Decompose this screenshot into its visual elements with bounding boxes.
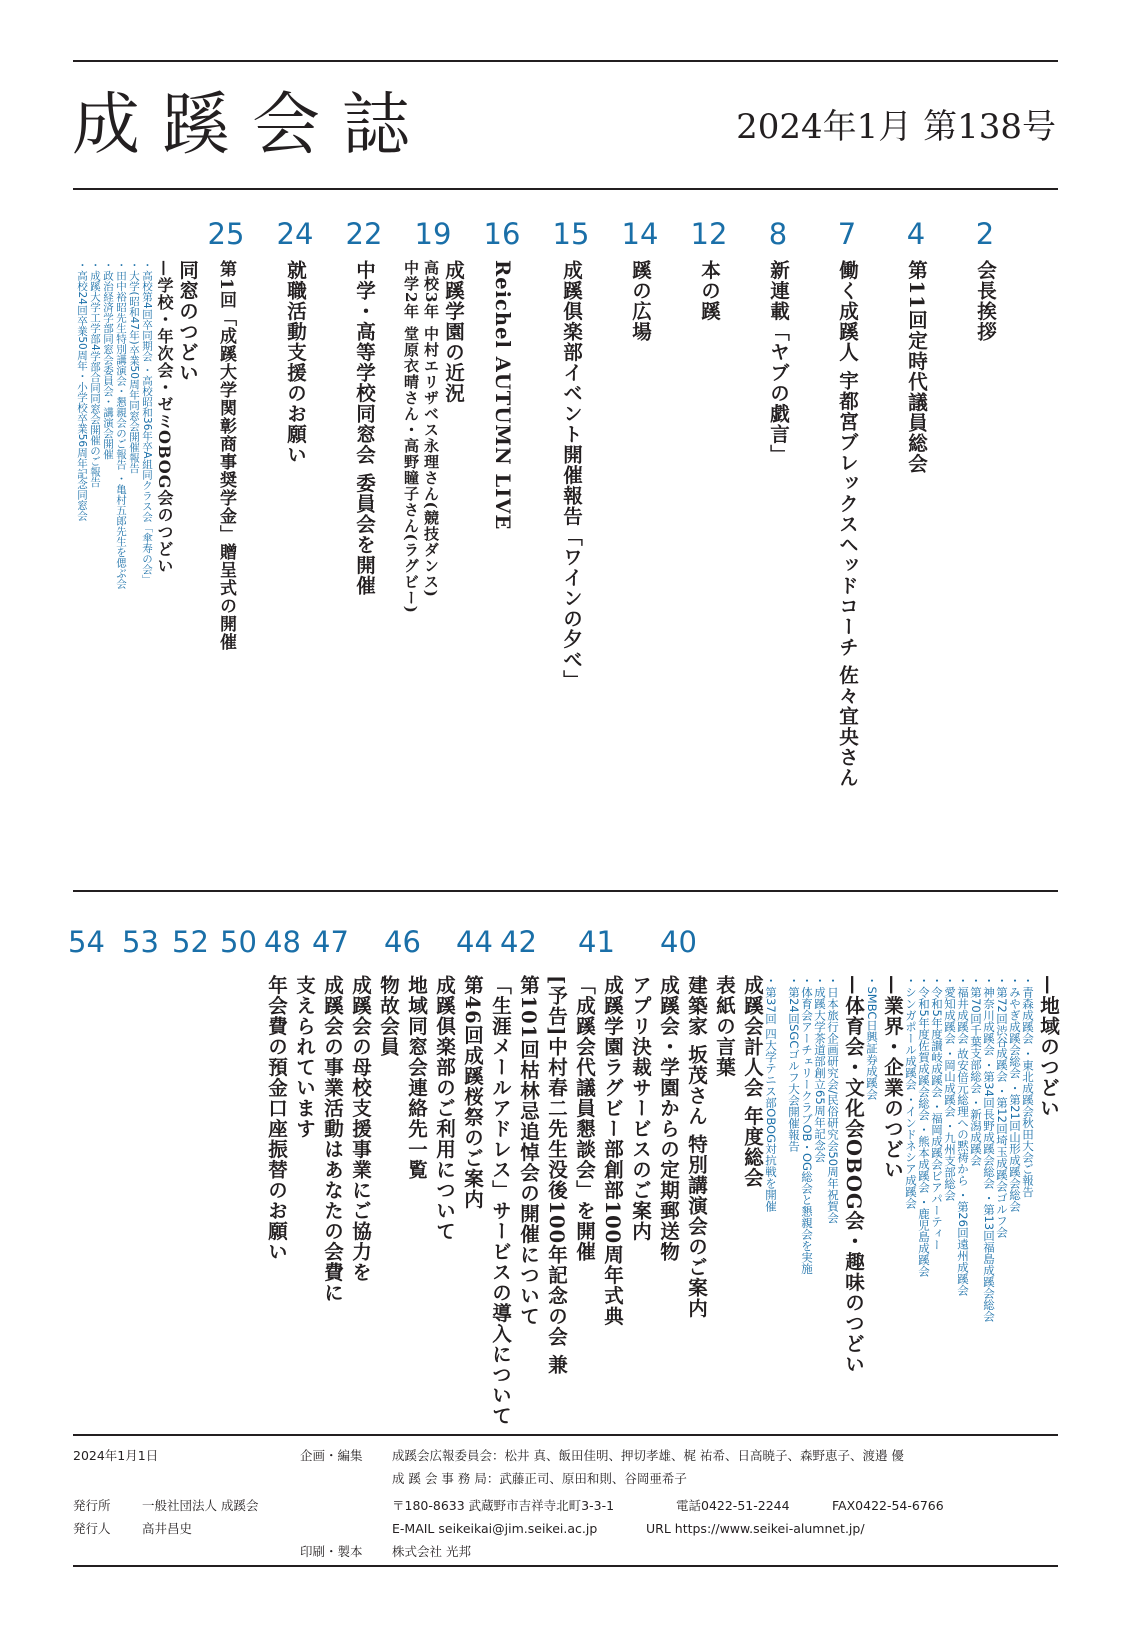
toc-item[interactable] [963,217,1007,870]
toc-note: ・第72回渋谷成蹊会 ・第12回埼玉成蹊会ゴルフ会 [995,975,1009,1238]
issuer-label: 発行人 [73,1521,111,1536]
toc-note: ・成蹊大学茶道部創立65周年記念会 [813,975,827,1163]
page-number: 16 [483,217,521,251]
page-number: 7 [837,217,857,251]
toc-title[interactable]: —業界・企業のつどい [881,975,904,1180]
toc-title[interactable]: 建築家 坂茂さん 特別講演会のご案内 [685,975,708,1319]
toc-note: ・第70回千葉支部総会 ・新潟成蹊会 [969,975,983,1166]
toc-note: ・神奈川成蹊会 ・第34回長野成蹊会総会 ・第13回福島成蹊会総会 [982,975,996,1323]
printing-label: 印刷・製本 [300,1544,363,1559]
toc-title[interactable]: 支えられています [293,975,316,1139]
toc-note: ・愛知成蹊会 ・岡山成蹊会 ・九州支部総会 [943,975,957,1201]
page-number: 50 [220,925,257,959]
toc-note: ・福井成蹊会 故安倍元総理への黙祷から ・第26回遠州成蹊会 [956,975,970,1296]
toc-title: Reichel AUTUMN LIVE [491,260,514,531]
toc-title: 会長挨拶 [974,260,997,342]
toc-title[interactable]: 第46回成蹊桜祭のご案内 [461,975,484,1210]
toc-item[interactable] [402,217,465,870]
toc-title[interactable]: 成蹊会の事業活動はあなたの会費に [321,975,344,1303]
toc-note: ・令和5年度讃岐成蹊会 ・福岡成蹊会ビアパーティー [930,975,944,1251]
page-number: 40 [660,925,697,959]
toc-item[interactable] [549,217,593,870]
bottom-rule [73,1565,1058,1567]
toc-item[interactable] [75,220,199,870]
toc-title: 働く成蹊人 宇都宮ブレックスヘッドコーチ 佐々宜央さん [836,260,859,789]
toc-note: ・体育会アーチェリークラブOB・OG総会と懇親会を実施 [800,975,814,1275]
toc-note: ・SMBC日興証券成蹊会 [865,975,879,1100]
toc-title[interactable]: 成蹊会計人会 年度総会 [741,975,764,1188]
toc-title-line: 高校3年 中村エリザベス永理さん(競技ダンス) [422,260,440,598]
toc-title: 同窓のつどい [176,260,199,383]
toc-title[interactable]: 成蹊学園ラグビー部創部100周年式典 [601,975,624,1327]
toc-item[interactable] [342,217,386,870]
page-number: 48 [264,925,301,959]
toc-title[interactable]: 物故会員 [377,975,400,1057]
page-number: 47 [312,925,349,959]
issuer-name: 高井昌史 [142,1521,193,1536]
issue-number: 2024年1月 第138号 [736,107,1056,147]
toc-title[interactable]: [予告]中村春二先生没後100年記念の会 兼 [545,975,568,1375]
toc-title[interactable]: 成蹊会・学園からの定期郵送物 [657,975,680,1262]
toc-title[interactable]: 年会費の預金口座振替のお願い [265,975,288,1262]
toc-title: 蹊の広場 [629,260,652,342]
publish-date: 2024年1月1日 [73,1448,159,1463]
toc-note: ・日本旅行企画研究会/民俗研究会50周年祝賀会 [826,975,840,1224]
toc-title: 就職活動支援のお願い [284,260,307,465]
page-number: 54 [68,925,105,959]
address: 〒180-8633 武蔵野市吉祥寺北町3-3-1 [392,1498,615,1513]
toc-note: ・第24回SGCゴルフ大会開催報告 [787,975,801,1152]
toc-note: ・令和5年度佐賀成蹊会総会 ・熊本成蹊会 ・鹿児島成蹊会 [917,975,931,1278]
toc-title-line: 中学2年 堂原衣晴さん・高野瞳子さん(ラグビー) [402,260,420,614]
toc-note: ・高校第4回卒同期会 ・高校昭和36年卒A組同クラス会「傘寿の会」 [141,260,153,585]
publisher-label: 発行所 [73,1498,111,1513]
page-number: 15 [552,217,590,251]
page-number: 19 [414,217,452,251]
toc-note: ・政治経済学部同窓会委員会・講演会開催 [102,260,114,460]
phone: 電話0422-51-2244 [676,1498,790,1513]
toc-title: 成蹊学園の近況 [442,260,465,404]
toc-title[interactable]: 表紙の言葉 [713,975,736,1078]
toc-note: ・成蹊大学工学部4学部合同同窓会開催のご報告 [89,260,101,488]
toc-title: 成蹊倶楽部イベント開催報告「ワインの夕べ」 [560,260,583,691]
top-rule [73,60,1058,62]
middle-rule [73,890,1058,892]
toc-item[interactable] [273,217,317,870]
toc-title[interactable]: 「成蹊会代議員懇談会」を開催 [573,975,596,1262]
planning-label: 企画・編集 [300,1448,363,1463]
toc-item[interactable] [825,217,869,870]
toc-item[interactable] [480,217,524,870]
toc-title[interactable]: 成蹊倶楽部のご利用について [433,975,456,1242]
magazine-title: 成蹊会誌 [72,86,433,165]
toc-item[interactable] [894,217,938,870]
page-number: 8 [768,217,788,251]
page-number: 53 [122,925,159,959]
toc-title: 第1回「成蹊大学関彰商事奨学金」贈呈式の開催 [216,260,236,651]
toc-title: 新連載「ヤブの戯言」 [767,260,790,465]
page-number: 22 [345,217,383,251]
footer-top-rule [73,1434,1058,1436]
page-number: 24 [276,217,314,251]
toc-note: ・青森成蹊会 ・東北成蹊会秋田大会ご報告 [1021,975,1035,1198]
toc-title[interactable]: アプリ決裁サービスのご案内 [629,975,652,1242]
toc-title[interactable]: 成蹊会の母校支援事業にご協力を [349,975,372,1283]
toc-title[interactable]: 「生涯メールアドレス」サービスの導入について [489,975,512,1426]
page-number: 4 [906,217,926,251]
planning-committee: 成蹊会広報委員会：松井 真、飯田佳明、押切孝雄、梶 祐希、日高暁子、森野恵子、渡邉 優 [392,1448,904,1463]
toc-title: 第11回定時代議員総会 [905,260,928,474]
page-number: 46 [384,925,421,959]
toc-lower-columns [72,975,1060,1425]
toc-note: ・第37回 四大学テニス部OBOG対抗戦を開催 [764,975,778,1212]
toc-title[interactable]: —体育会・文化会OBOG会・趣味のつどい [842,975,865,1375]
header-rule [73,188,1058,190]
page-number: 52 [172,925,209,959]
email-link[interactable]: E-MAIL seikeikai@jim.seikei.ac.jp [392,1521,598,1536]
toc-note: ・大学(昭和47年)卒業50周年同窓会開催報告 [128,260,140,474]
page-number: 2 [975,217,995,251]
toc-item[interactable] [618,217,662,870]
publisher-name: 一般社団法人 成蹊会 [142,1498,259,1513]
page-number: 41 [578,925,615,959]
toc-item[interactable] [687,217,731,870]
toc-note: ・シンガポール成蹊会 ・インドネシア成蹊会 [904,975,918,1209]
toc-note: ・高校24回卒業50周年・小学校卒業56周年記念同窓会 [76,260,88,521]
page-number: 42 [500,925,537,959]
toc-note: ・田中裕昭先生特別講演会・懇親会のご報告 ・亀村五郎先生を偲ぶ会 [115,260,127,589]
toc-title[interactable]: —地域のつどい [1037,975,1060,1119]
page-number: 14 [621,217,659,251]
fax: FAX0422-54-6766 [832,1498,944,1513]
office-staff: 成 蹊 会 事 務 局：武藤正司、原田和則、谷岡亜希子 [392,1471,687,1486]
toc-title: 本の蹊 [698,260,721,322]
toc-title[interactable]: 地域同窓会連絡先一覧 [405,975,428,1180]
toc-item[interactable] [204,217,248,870]
website-link[interactable]: URL https://www.seikei-alumnet.jp/ [646,1521,865,1536]
toc-subtitle: —学校・年次会・ゼミOBOG会のつどい [155,260,174,575]
toc-item[interactable] [756,217,800,870]
page-number: 12 [690,217,728,251]
toc-note: ・みやぎ成蹊会総会 ・第21回山形成蹊会総会 [1008,975,1022,1212]
page-number: 44 [456,925,493,959]
toc-title[interactable]: 第101回枯林忌追悼会の開催について [517,975,540,1327]
toc-title: 中学・高等学校同窓会 委員会を開催 [353,260,376,596]
printer-name: 株式会社 光邦 [392,1544,471,1559]
page-number: 25 [207,217,245,251]
